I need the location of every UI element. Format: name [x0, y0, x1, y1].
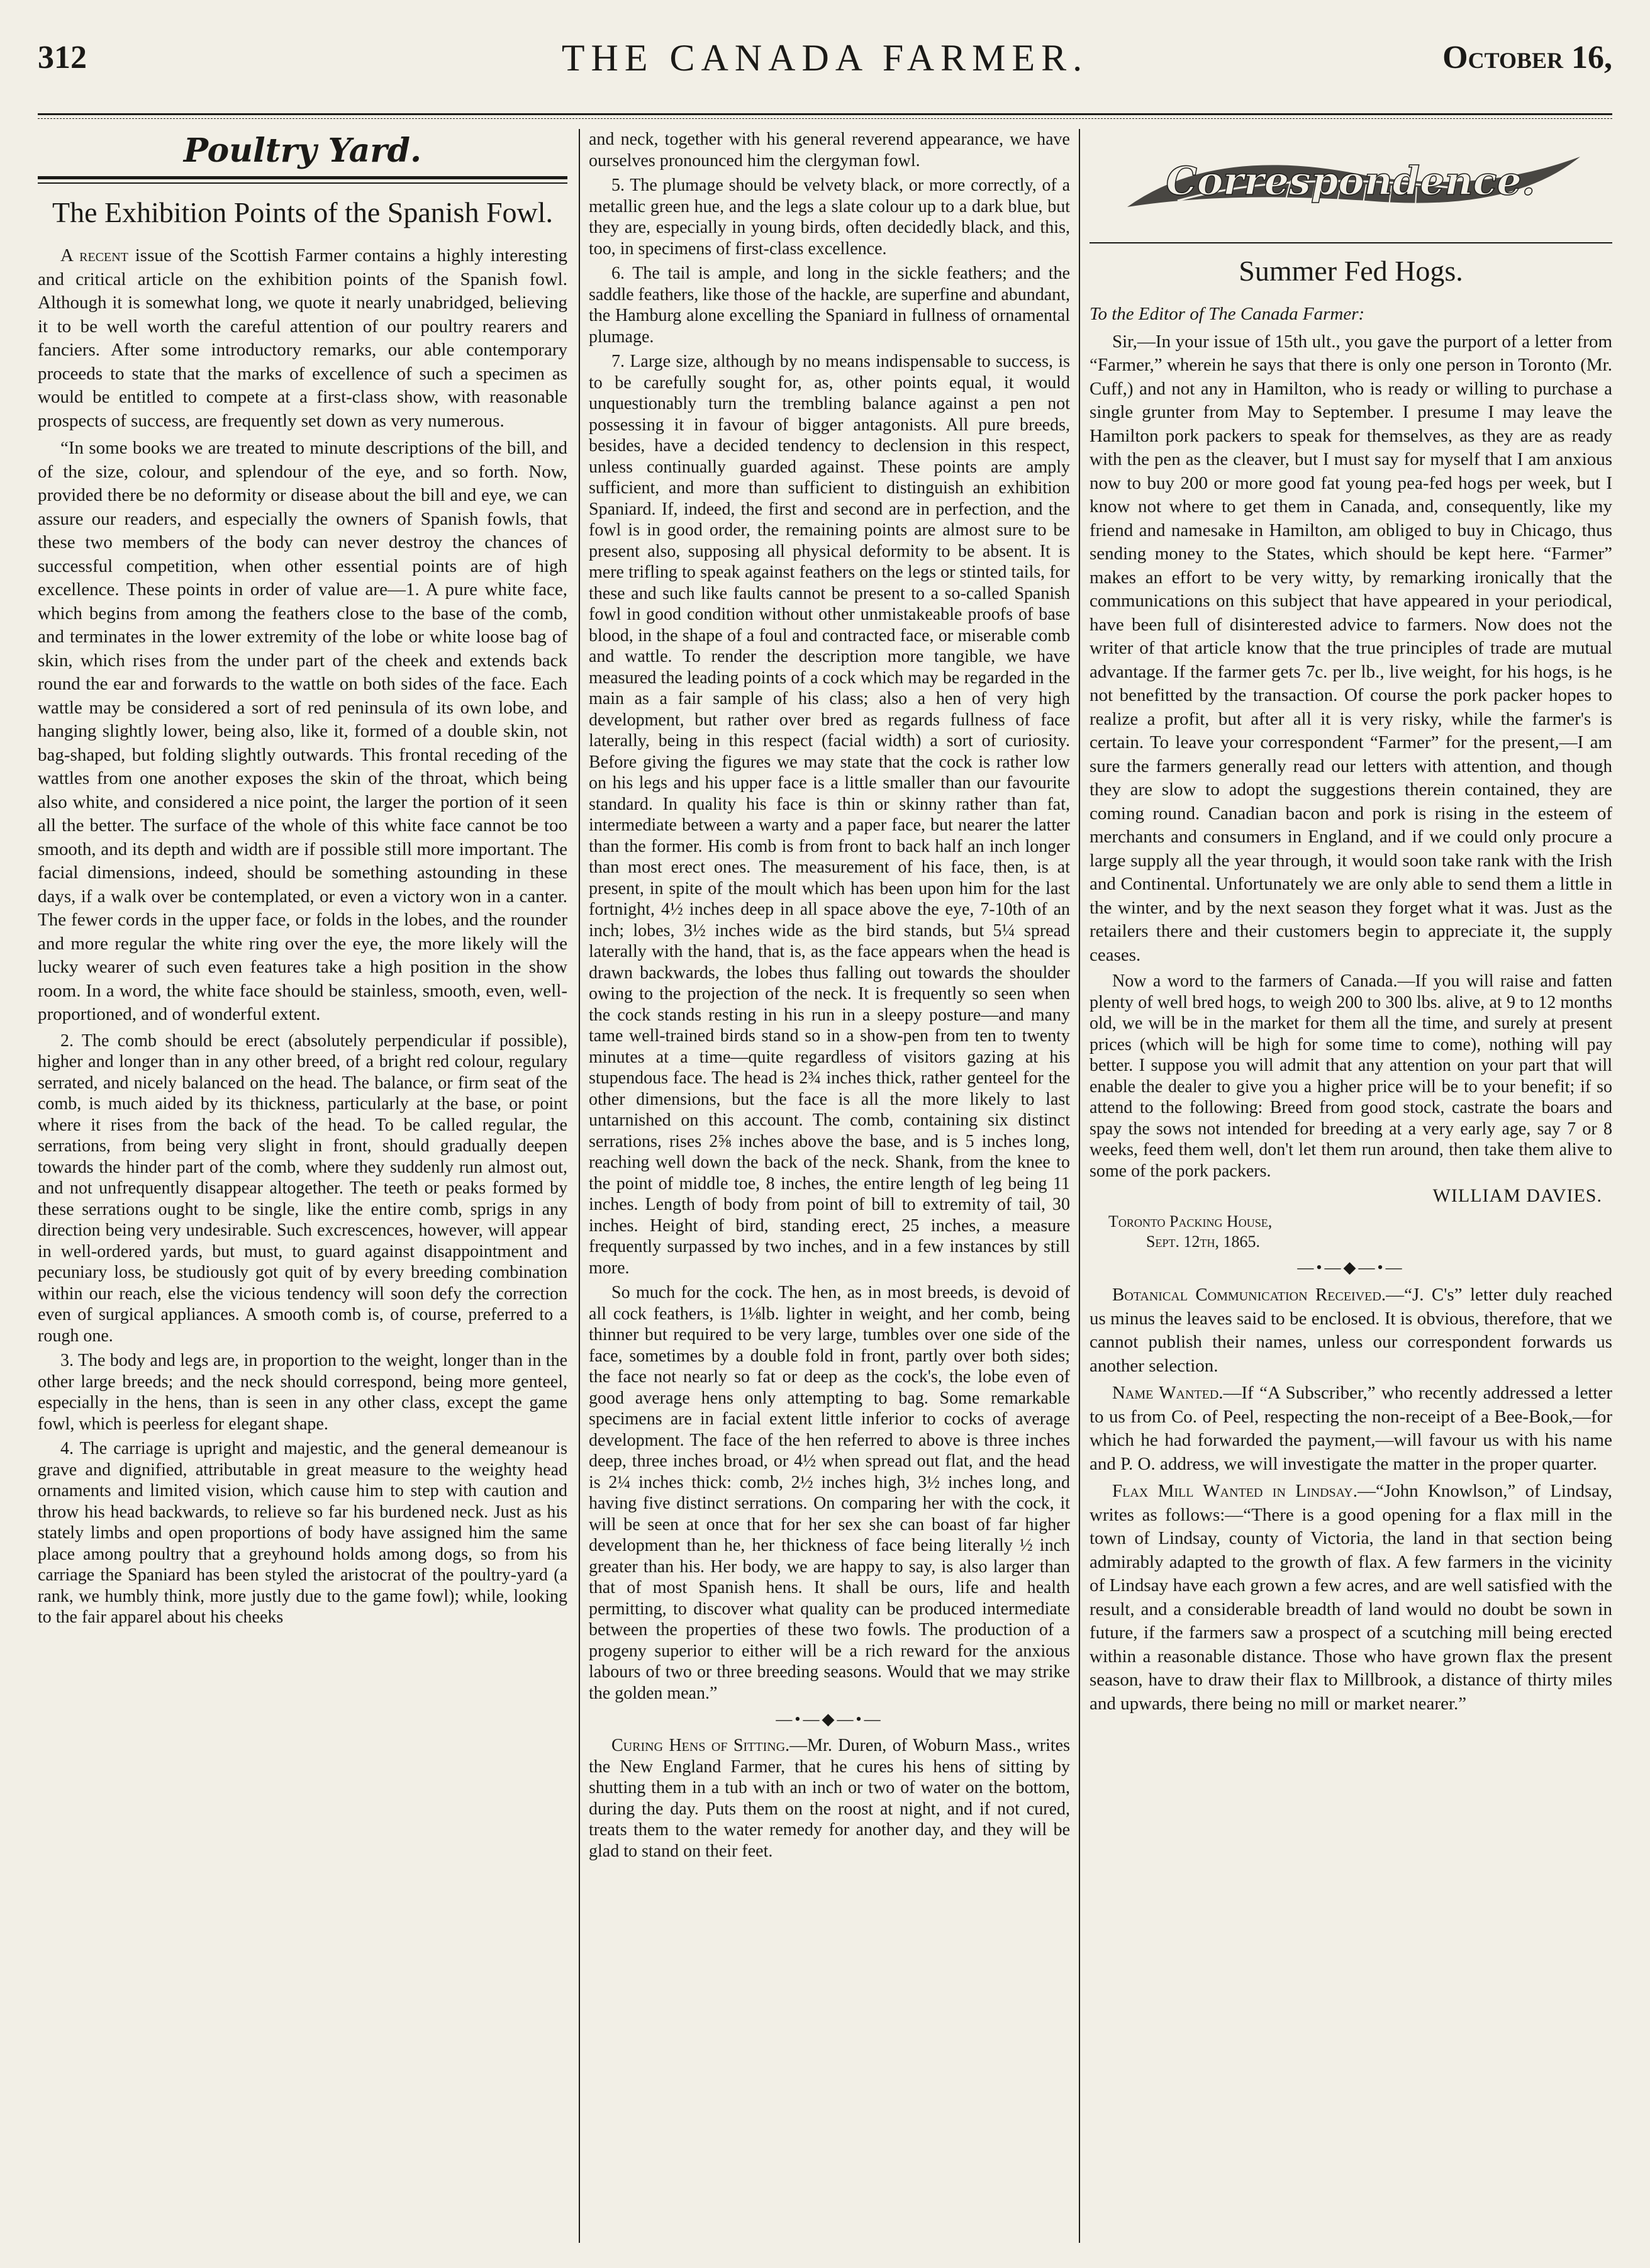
item-text: —If “A Subscriber,” who recently addressed a letter to us from Co. of Peel, respecting the non-receipt of a Bee-Book,—for which he had forwarded the payment,—will favour us with his name and P. O. address, we will investigate the matter in the proper quarter. [1090, 1383, 1612, 1474]
article-paragraph: 6. The tail is ample, and long in the sickle feathers; and the saddle feathers, like those of the hackle, are superfine and abundant, the Hamburg alone excelling the Spaniard in fullness of ornamental plumage. [589, 264, 1070, 347]
news-item [1090, 1382, 1612, 1476]
issue-date: October 16, [1442, 40, 1612, 75]
column-divider [579, 129, 580, 2243]
letter-dateline [1108, 1212, 1612, 1252]
column-divider [1079, 129, 1080, 2243]
news-item [589, 1735, 1070, 1862]
section-ornament: —•—◆—•— [776, 1710, 883, 1728]
masthead-dashed-rule [38, 118, 1612, 119]
item-text: —Mr. Duren, of Woburn Mass., writes the New England Farmer, that he cures his hens of sitting by shutting them in a tub with an inch or two of water on the bottom, during the day. Puts them on the roost at night, and if not cured, treats them to the water remedy for another day, and they will be glad to stand on their feet. [589, 1736, 1070, 1861]
heading-rule [1090, 242, 1612, 243]
article-paragraph: 7. Large size, although by no means indispensable to success, is to be carefully sought for, as, other points equal, it would unquestionably turn the trembling balance against a pen not possessing it in favour of bigger antagonists. All pure breeds, besides, have a decided tendency to declension in this respect, unless continually guarded against. These points are amply sufficient, and more than sufficient to distinguish an exhibition Spaniard. If, indeed, the first and second are in perfection, and the fowl is in good order, the remaining points are almost sure to be present also, supposing all physical deformity to be absent. It is mere trifling to speak against feathers on the legs or stinted tails, for these and such like faults cannot be present to a so-called Spanish fowl in good condition without other unmistakeable proofs of base blood, in the shape of a foul and contracted face, or miserable comb and wattle. To render the description more tangible, we have measured the leading points of a cock which may be regarded in the main as a fair sample of his class; also a hen of very high development, but rather over bred as regards fullness of face laterally, being in this respect (facial width) a sort of curiosity. Before giving the figures we may state that the cock is rather low on his legs and his upper face is a little smaller than our favourite standard. In quality his face is thin or skinny rather than fat, intermediate between a warty and a paper face, but nearer the latter than the former. His comb is from front to back half an inch longer than most erect ones. The measurement of his face, then, is at present, in spite of the moult which has been upon him for the last fortnight, 4½ inches deep in all space above the eye, 7-10th of an inch; lobes, 3½ inches wide as the bird stands, but 5¼ spread laterally with the hand, that is, as the face appears when the head is drawn backwards, the lobes thus falling out towards the shoulder owing to the projection of the neck. It is frequently so seen when the cock stands resting in his run in a sleepy posture—and many tame well-trained birds stand so in a show-pen from ten to twenty minutes at a time—quite regardless of visitors gazing at his stupendous face. The head is 2¾ inches thick, rather genteel for the other dimensions, but the face is all the more likely to last untarnished on this account. The comb, containing six distinct serrations, rises 2⅝ inches above the base, and is 5 inches long, reaching well down the back of the neck. Shank, from the knee to the point of middle toe, 8 inches, the entire length of leg being 11 inches. Length of body from point of bill to extremity of tail, 30 inches. Height of bird, standing erect, 25 inches, a measure frequently surpassed by two inches, and in a few instances by still more. [589, 352, 1070, 1278]
item-text: —“J. C's” letter duly reached us minus the leaves said to be enclosed. It is obvious, therefore, that we cannot publish their names, unless our correspondent forwards us another selection. [1090, 1285, 1612, 1376]
item-title: Flax Mill Wanted in Lindsay. [1112, 1481, 1357, 1501]
item-title: Name Wanted. [1112, 1383, 1224, 1403]
quill-ornament-icon [1102, 131, 1599, 232]
article-paragraph: So much for the cock. The hen, as in most breeds, is devoid of all cock feathers, is 1⅛lb. lighter in weight, and her comb, being thinner but required to be very large, tumbles over one side of the face, sometimes by a double fold in front, partly over both sides; the face not nearly so fat or deep as the cock's, the lobe even of good average hens only attempting to bag. Some remarkable specimens are in facial extent little inferior to cocks of average development. The face of the hen referred to above is three inches deep, three inches broad, or 4½ when spread out flat, and the head is 2¼ inches thick: comb, 2½ inches high, 3½ inches long, and having five distinct serrations. On comparing her with the cock, it will be seen at once that for her sex she can boast of far higher development than he, her thickness of face being literally ½ inch greater than his. Her body, we are happy to say, is also larger than that of most Spanish hens. It shall be ours, life and health permitting, to discover what quality can be produced intermediate between the properties of these two fowls. The production of a progeny superior to either will be a rich reward for the anxious labours of two or three breeding seasons. Would that we may strike the golden mean.” [589, 1283, 1070, 1703]
article-paragraph: 4. The carriage is upright and majestic, and the general demeanour is grave and dignified, attributable in great measure to the weighty head ornaments and limited vision, which cause him to step with caution and throw his head backwards, to relieve so far his burdened neck. Just as his stately limbs and open proportions of body have assigned him the same place among poultry that a greyhound holds among dogs, so from his carriage the Spaniard has been styled the aristocrat of the poultry-yard (a rank, we humbly think, more justly due to the game fowl); while, looking to the fair apparel about his cheeks [38, 1439, 567, 1627]
page-number: 312 [38, 40, 87, 75]
article-paragraph: 3. The body and legs are, in proportion to the weight, longer than in the other large breeds; and the neck should correspond, being more genteel, especially in the hens, than is seen in any other class, except the game fowl, which is peerless for elegant shape. [38, 1351, 567, 1434]
newspaper-title: THE CANADA FARMER. [561, 37, 1089, 79]
dateline-date: Sept. 12th, 1865. [1146, 1232, 1260, 1251]
paragraph-text: issue of the Scottish Farmer contains a highly interesting and critical article on the exhibition points of the Spanish fowl. Although it is somewhat long, we quote it nearly unabridged, believing it to be well worth the careful attention of our poultry rearers and fanciers. After some introductory remarks, our able contemporary proceeds to state that the marks of excellence of such a specimen as would be entitled to compete at a first-class show, with reasonable prospects of success, are frequently set down as very numerous. [38, 245, 567, 431]
article-paragraph [38, 244, 567, 433]
article-paragraph: and neck, together with his general reverend appearance, we have ourselves pronounced him the clergyman fowl. [589, 130, 1070, 170]
article-headline: The Exhibition Points of the Spanish Fowl. [52, 196, 554, 228]
masthead [38, 25, 1612, 94]
letter-salutation: To the Editor of The Canada Farmer: [1090, 304, 1365, 324]
letter-paragraph: Now a word to the farmers of Canada.—If you will raise and fatten plenty of well bred hogs, to weigh 200 to 300 lbs. alive, at 9 to 12 months old, we will be in the market for them all the time, and surely at present prices (which will be high for some time to come), nothing will pay better. I suppose you will admit that any attention on your part that will enable the dealer to give you a higher price will be to your benefit; if so attend to the following: Breed from good stock, castrate the boars and spay the sows not intended for breeding at a very early age, say 7 or 8 weeks, feed them well, don't let them run around, then take them alive to some of the pork packers. [1090, 971, 1612, 1181]
item-title: Botanical Communication Received. [1112, 1285, 1386, 1305]
letter-paragraph: Sir,—In your issue of 15th ult., you gave the purport of a letter from “Farmer,” wherein he says that there is only one person in Toronto (Mr. Cuff,) and not any in Hamilton, who is ready or willing to purchase a single grunter from May to September. I presume I may leave the Hamilton pork packers to speak for themselves, as they are as ready with the pen as the cleaver, but I must say for myself that I am anxious now to buy 200 or more good fat young pea-fed hogs per week, but I know not where to get them in Canada, and, consequently, like my friend and namesake in Hamilton, am obliged to buy in Chicago, thus sending money to the States, which should be kept here. “Farmer” makes an effort to be very witty, by remarking ironically that the communications on this subject that have appeared in your periodical, have been full of disinterested advice to farmers. Now does not the writer of that article know that the true principles of trade are mutual advantage. If the farmer gets 7c. per lb., live weight, for his hogs, is he not benefitted by the transaction. Of course the pork packer hopes to realize a profit, but after all it is very risky, while the farmer's is certain. To leave your correspondent “Farmer” for the present,—I am sure the farmers generally read our letters with attention, and though they are slow to adopt the suggestions therein contained, they are coming round. Canadian bacon and pork is rising in the esteem of merchants and consumers in England, and if we could only procure a large supply all the year through, it would soon take rank with the Irish and Continental. Unfortunately we are only able to send them a little in the winter, and by the next season they forget what it was. Just as the retailers there and their customers begin to appreciate it, the supply ceases. [1090, 331, 1612, 965]
item-title: Curing Hens of Sitting. [611, 1736, 790, 1755]
article-paragraph: 5. The plumage should be velvety black, or more correctly, of a metallic green hue, and the legs a slate colour up to a dark blue, but they are, especially in young birds, often decidedly black, and this, too, in specimens of first-class excellence. [589, 176, 1070, 259]
letter-signature: WILLIAM DAVIES. [1432, 1185, 1602, 1206]
article-paragraph: “In some books we are treated to minute descriptions of the bill, and of the size, colour, and splendour of the eye, and so forth. Now, provided there be no deformity or disease about the bill and eye, we can assure our readers, and especially the owners of Spanish fowls, that these two members of the body can never destroy the chances of successful competition, when other essential points are of high excellence. These points in order of value are—1. A pure white face, which begins from among the feathers close to the base of the comb, and terminates in the lower extremity of the lobe or white loose bag of skin, which rises from the under part of the cheek and extends back round the ear and forwards to the wattle on both sides of the face. Each wattle may be considered a sort of red peninsula of its own lobe, and hanging slightly lower, being also, like it, formed of a double skin, not bag-shaped, but folding slightly outwards. This frontal receding of the wattles from one another exposes the skin of the throat, which being also white, and considered a nice point, the larger the portion of it seen all the better. The surface of the whole of this white face cannot be too smooth, and its depth and width are if possible still more important. The facial dimensions, indeed, should be something astounding in these days, if a walk over be contemplated, or even a victory won in a canter. The fewer cords in the upper face, or folds in the lobes, and the rounder and more regular the white ring over the eye, the more likely will the lucky wearer of such even features take a high position in the show room. In a word, the white face should be stainless, smooth, even, well-proportioned, and of wonderful extent. [38, 438, 567, 1024]
column-3 [1090, 129, 1612, 2243]
dateline-place: Toronto Packing House, [1108, 1212, 1273, 1231]
news-item [1090, 1480, 1612, 1716]
article-headline: Summer Fed Hogs. [1239, 255, 1463, 287]
column-1 [38, 129, 567, 2243]
heading-rule [38, 176, 567, 184]
item-text: —“John Knowlson,” of Lindsay, writes as follows:—“There is a good opening for a flax mill in the town of Lindsay, county of Victoria, the land in that section being admirably adapted to the growth of flax. A few farmers in the vicinity of Lindsay have each grown a few acres, and are well satisfied with the result, and a considerable breadth of land would no doubt be sown in future, if the farmers saw a prospect of a scutching mill being erected within a reasonable distance. Those who have grown flax the present season, have to draw their flax to Millbrook, a distance of thirty miles and upwards, there being no mill or market nearer.” [1090, 1481, 1612, 1714]
column-2 [589, 129, 1070, 2243]
article-paragraph: 2. The comb should be erect (absolutely perpendicular if possible), higher and longer than in any other breed, of a bright red colour, regulary serrated, and nicely balanced on the head. The balance, or firm seat of the comb, is much aided by its thickness, particularly at the base, or point where it rises from the back of the head. To be called regular, the serrations, from being very slight in front, should gradually deepen towards the hinder part of the comb, where they suddenly run almost out, and not unfrequently disappear altogether. The teeth or peaks formed by these serrations ought to be single, like the entire comb, sprigs in any direction being very undesirable. Such excrescences, however, will appear in well-ordered yards, but must, to guard against disappointment and pecuniary loss, be studiously got quit of by every breeding combination within our reach, else the vicious tendency will soon defy the correction even of surgical appliances. A smooth comb is, of course, preferred to a rough one. [38, 1031, 567, 1346]
news-item [1090, 1283, 1612, 1378]
correspondence-banner [1102, 131, 1600, 232]
department-heading: Poultry Yard. [183, 131, 422, 170]
banner-lettering: Correspondence. [1166, 158, 1536, 204]
lead-words: A recent [60, 245, 128, 265]
section-ornament: —•—◆—•— [1297, 1258, 1405, 1276]
masthead-rule [38, 113, 1612, 115]
